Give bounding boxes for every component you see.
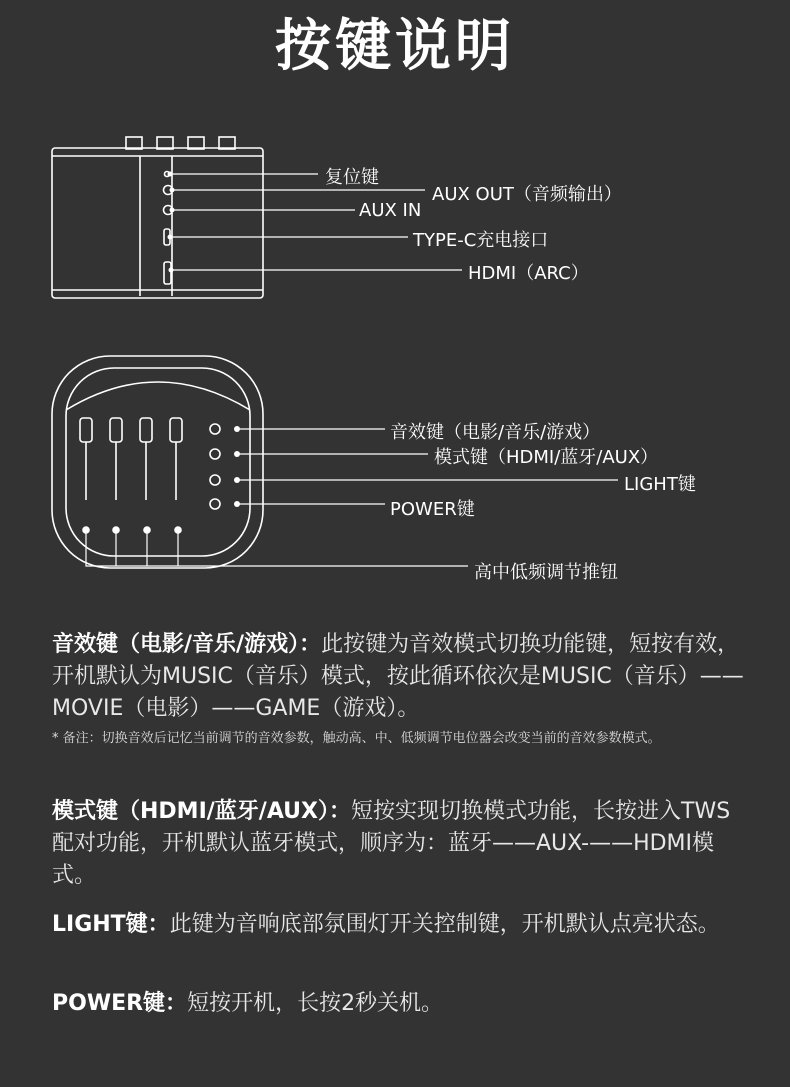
- eq-knob-label: 高中低频调节推钮: [474, 562, 618, 583]
- aux-out-label: AUX OUT（音频输出）: [432, 184, 622, 205]
- light-key-description: [52, 909, 752, 941]
- power-key-description: [52, 988, 752, 1020]
- power-key-label: POWER键: [390, 499, 475, 520]
- page-title: 按键说明: [275, 14, 515, 79]
- mode-key-description: [52, 796, 752, 892]
- power-key-heading: POWER键：: [52, 991, 188, 1016]
- mode-key-heading: 模式键（HDMI/蓝牙/AUX）：: [52, 799, 351, 824]
- hdmi-arc-label: HDMI（ARC）: [468, 263, 589, 284]
- light-key-text: 此键为音响底部氛围灯开关控制键，开机默认点亮状态。: [169, 912, 720, 937]
- reset-key-label: 复位键: [325, 167, 379, 188]
- aux-in-label: AUX IN: [359, 200, 422, 221]
- back-panel-drawing: [52, 137, 263, 298]
- power-key-text: 短按开机，长按2秒关机。: [187, 991, 444, 1016]
- sound-key-text: 此按键为音效模式切换功能键，短按有效，开机默认为MUSIC（音乐）模式，按此循环依次是MUSIC（音乐）——MOVIE（电影）——GAME（游戏）。: [52, 632, 744, 721]
- mode-key-text: 短按实现切换模式功能，长按进入TWS配对功能，开机默认蓝牙模式，顺序为：蓝牙——AUX-——HDMI模式。: [52, 799, 731, 888]
- light-key-label: LIGHT键: [624, 474, 696, 495]
- sound-key-note: * 备注：切换音效后记忆当前调节的音效参数，触动高、中、低频调节电位器会改变当前的音效参数模式。: [52, 731, 661, 746]
- mode-key-label: 模式键（HDMI/蓝牙/AUX）: [434, 447, 659, 468]
- front-panel-drawing: [52, 356, 263, 568]
- light-key-heading: LIGHT键：: [52, 912, 170, 937]
- sound-key-heading: 音效键（电影/音乐/游戏）：: [52, 632, 322, 657]
- sound-key-label: 音效键（电影/音乐/游戏）: [390, 422, 601, 443]
- sound-key-description: [52, 629, 752, 725]
- typec-port-label: TYPE-C充电接口: [413, 230, 549, 251]
